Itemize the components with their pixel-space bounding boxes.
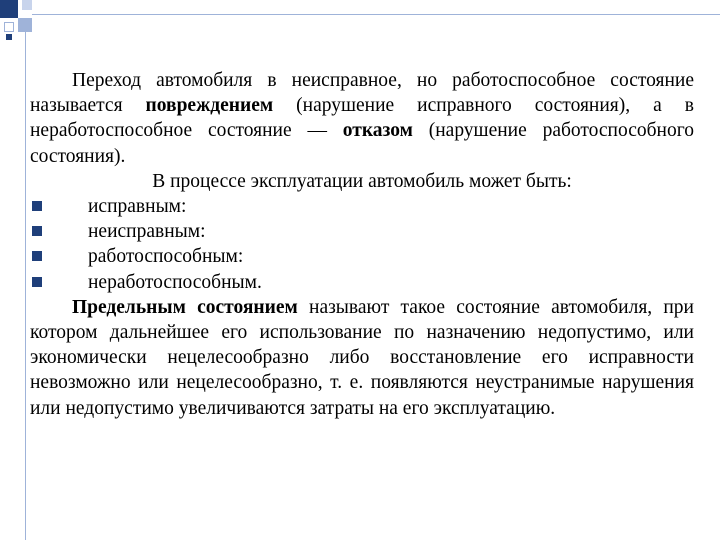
decor-square <box>0 0 18 18</box>
definition-text: (нарушение работоспособного состояния). <box>30 120 694 167</box>
list-item-label: неработоспособным. <box>88 271 262 293</box>
list-item <box>30 219 694 244</box>
list-item <box>30 244 694 269</box>
decor-square <box>18 18 32 32</box>
bullet-square-icon <box>32 251 42 261</box>
decor-square <box>6 34 12 40</box>
list-item <box>30 194 694 219</box>
state-list <box>30 194 694 295</box>
decor-square <box>4 22 14 32</box>
limit-state-text: называют такое состояние автомобиля, при котором дальнейшее его использование по назначению недопустимо, или экономически нецелесообразно либо восстановление его исправности невозможно или нецелесообразно, т. е. появляются неустранимые нарушения или недопустимо увеличиваются затраты на его эксплуатацию. <box>30 296 694 419</box>
term-limit-state: Предельным состоянием <box>72 296 298 318</box>
top-divider-line <box>32 14 720 15</box>
list-item-label: неисправным: <box>88 221 206 243</box>
bullet-square-icon <box>32 201 42 211</box>
term-failure: отказом <box>342 120 413 142</box>
list-item <box>30 270 694 295</box>
definition-paragraph <box>30 68 694 169</box>
limit-state-paragraph <box>30 295 694 421</box>
decor-square <box>22 0 32 10</box>
left-divider-line <box>25 32 26 540</box>
term-damage: повреждением <box>145 95 274 117</box>
bullet-square-icon <box>32 277 42 287</box>
list-item-label: исправным: <box>88 196 187 218</box>
intro-line: В процессе эксплуатации автомобиль может быть: <box>152 170 572 192</box>
definition-text: Переход автомобиля в неисправное, но работоспособное состояние называется <box>30 70 694 117</box>
slide-content <box>30 68 694 421</box>
definition-text: (нарушение исправного состояния), а в неработоспособное состояние — <box>30 95 694 142</box>
bullet-square-icon <box>32 226 42 236</box>
list-item-label: работоспособным: <box>88 246 244 268</box>
